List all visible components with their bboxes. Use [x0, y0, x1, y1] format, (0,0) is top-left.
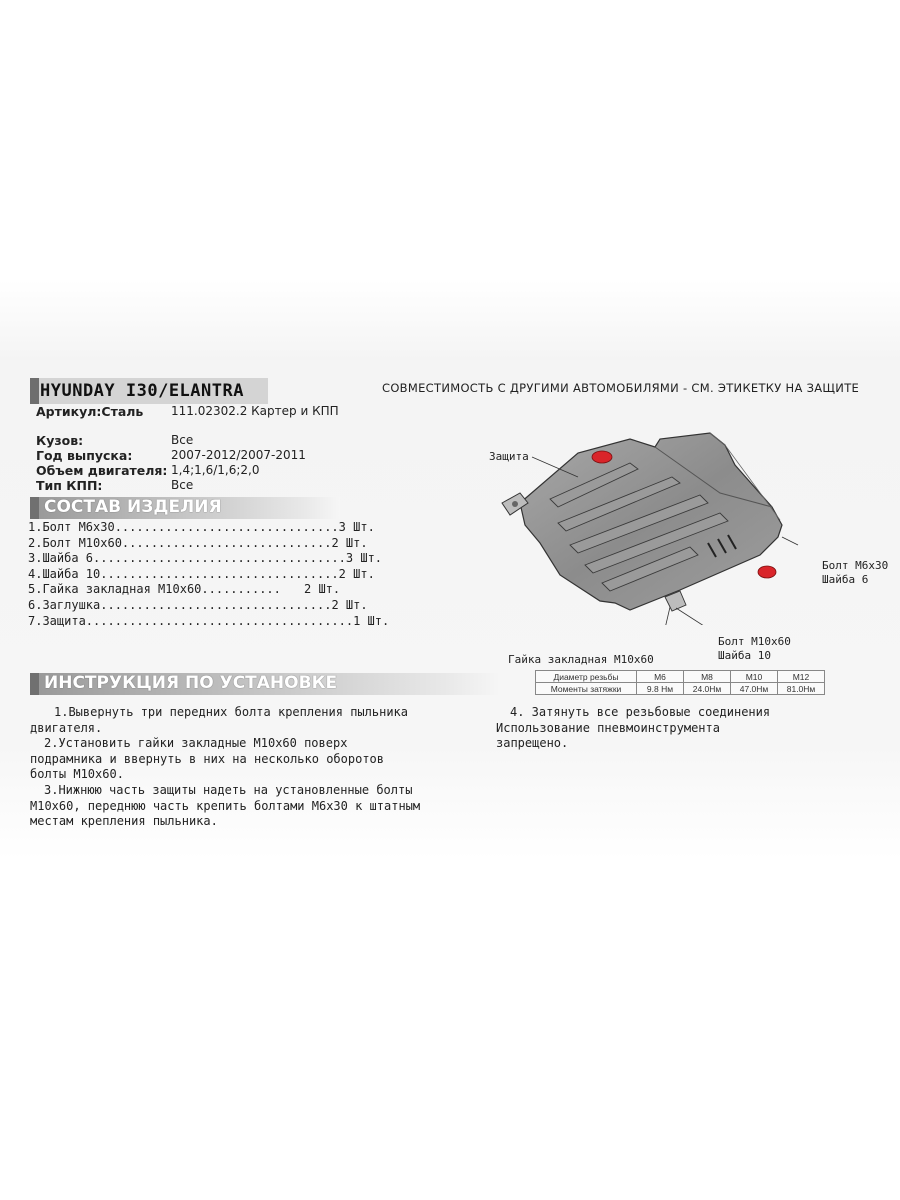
table-row — [536, 671, 825, 683]
step3-line3: местам крепления пыльника. — [30, 814, 218, 829]
part-qty: 2 Шт. — [338, 566, 375, 581]
step1-line1: 1.Вывернуть три передних болта крепления пыльника — [54, 705, 409, 719]
left-mount-hole — [512, 501, 518, 507]
part-name: 1.Болт М6х30............................... — [28, 520, 339, 534]
part-qty: 1 Шт. — [353, 613, 390, 628]
torque-size-cell: М8 — [684, 671, 731, 683]
part-qty: 2 Шт. — [331, 535, 368, 550]
torque-value-cell: 24.0Нм — [684, 683, 731, 695]
label-washer-10: Шайба 10 — [718, 649, 771, 662]
plug-front — [592, 451, 612, 463]
part-name: 6.Заглушка................................ — [28, 597, 332, 612]
label-washer-6: Шайба 6 — [822, 573, 869, 586]
part-name: 2.Болт М10х60............................. — [28, 535, 332, 550]
torque-row1-label: Диаметр резьбы — [536, 671, 637, 683]
torque-value-cell: 9.8 Нм — [637, 683, 684, 695]
spec-body-label: Кузов: — [36, 433, 84, 448]
spec-year-label: Год выпуска: — [36, 448, 133, 463]
label-bolt-m6: Болт М6х30 — [822, 559, 889, 572]
plug-rear — [758, 566, 776, 578]
list-item — [28, 566, 375, 583]
part-name: 3.Шайба 6................................... — [28, 551, 346, 566]
label-shield: Защита — [489, 450, 529, 463]
part-qty: 2 Шт. — [331, 597, 368, 612]
page-title: HYUNDAY I30/ELANTRA — [40, 381, 244, 401]
part-name: 7.Защита..................................... — [28, 613, 354, 628]
torque-row2-label: Моменты затяжки — [536, 683, 637, 695]
list-item — [28, 613, 390, 630]
torque-value-cell: 81.0Нм — [778, 683, 825, 695]
instructions-right — [496, 705, 836, 752]
torque-size-cell: М12 — [778, 671, 825, 683]
torque-table — [535, 670, 825, 695]
spec-gearbox-label: Тип КПП: — [36, 478, 103, 493]
torque-size-cell: М6 — [637, 671, 684, 683]
list-item — [28, 535, 368, 552]
step1-line2: двигателя. — [30, 720, 103, 735]
skid-plate-diagram — [480, 425, 810, 625]
step3-line1: 3.Нижнюю часть защиты надеть на установленные болты — [44, 782, 413, 797]
compatibility-note: СОВМЕСТИМОСТЬ С ДРУГИМИ АВТОМОБИЛЯМИ - СМ. ЭТИКЕТКУ НА ЗАЩИТЕ — [382, 381, 860, 395]
spec-engine-value: 1,4;1,6/1,6;2,0 — [171, 463, 260, 477]
article-label: Артикул:Сталь — [36, 404, 144, 419]
parts-section-title: СОСТАВ ИЗДЕЛИЯ — [44, 497, 222, 517]
article-value: 111.02302.2 Картер и КПП — [171, 404, 339, 418]
torque-size-cell: М10 — [731, 671, 778, 683]
step4-line1: 4. Затянуть все резьбовые соединения — [510, 705, 771, 719]
step3-line2: М10х60, переднюю часть крепить болтами М6х30 к штатным — [30, 798, 421, 813]
step4-line3: запрещено. — [496, 736, 569, 751]
spec-engine-label: Объем двигателя: — [36, 463, 168, 478]
spec-year-value: 2007-2012/2007-2011 — [171, 448, 306, 462]
part-name: 4.Шайба 10................................. — [28, 566, 339, 581]
step2-line1: 2.Установить гайки закладные М10х60 поверх — [44, 736, 348, 751]
part-qty: 3 Шт. — [338, 520, 375, 534]
torque-value-cell: 47.0Нм — [731, 683, 778, 695]
part-name: 5.Гайка закладная М10х60........... — [28, 582, 281, 597]
table-row — [536, 683, 825, 695]
instructions-section-title: ИНСТРУКЦИЯ ПО УСТАНОВКЕ — [44, 673, 338, 693]
spec-body-value: Все — [171, 433, 194, 447]
list-item — [28, 551, 383, 567]
step2-line2: подрамника и ввернуть в них на несколько оборотов — [30, 751, 385, 766]
step4-line2: Использование пневмоинструмента — [496, 720, 720, 735]
part-qty: 3 Шт. — [345, 551, 383, 566]
step2-line3: болты М10х60. — [30, 767, 124, 782]
spec-gearbox-value: Все — [171, 478, 194, 492]
label-bolt-m10: Болт М10х60 — [718, 635, 791, 648]
part-qty: 2 Шт. — [304, 582, 341, 597]
list-item — [28, 520, 375, 536]
list-item — [28, 582, 348, 598]
parts-list — [28, 520, 390, 629]
label-embedded-nut: Гайка закладная М10х60 — [508, 653, 654, 666]
list-item — [28, 597, 368, 614]
instructions-left — [30, 705, 470, 830]
